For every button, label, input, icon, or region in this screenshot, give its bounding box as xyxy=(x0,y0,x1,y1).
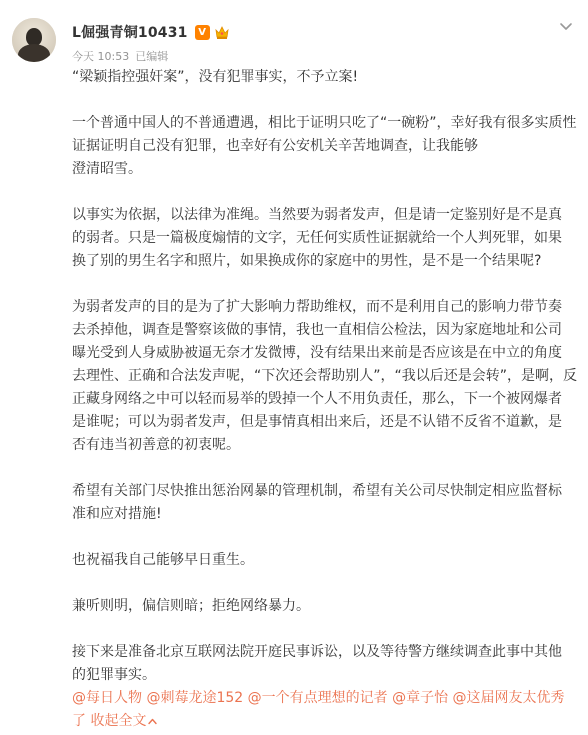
text-line: 的弱者。只是一篇极度煽情的文字，无任何实质性证据就给一个人判死罪，如果 xyxy=(72,230,562,246)
paragraph-3 xyxy=(72,204,582,273)
mentions-line xyxy=(72,710,582,733)
text-line: 一个普通中国人的不普通遭遇，相比于证明只吃了“一碗粉”，幸好我有很多实质性 xyxy=(72,115,577,131)
mentions-block xyxy=(72,687,582,733)
text-line: 去理性、正确和合法发声呢，“下次还会帮助别人”，“我以后还是会转”，是啊，反 xyxy=(72,368,578,384)
text-line: 换了别的男生名字和照片，如果换成你的家庭中的男性，是不是一个结果呢? xyxy=(72,253,542,269)
text-line: 希望有关部门尽快推出惩治网暴的管理机制，希望有关公司尽快制定相应监督标 xyxy=(72,483,562,499)
post-header xyxy=(72,22,230,42)
text-line: 证据证明自己没有犯罪，也幸好有公安机关辛苦地调查，让我能够 xyxy=(72,138,478,154)
text-line: 正藏身网络之中可以轻而易举的毁掉一个人不用负责任，那么，下一个被网爆者 xyxy=(72,391,562,407)
arrow-up-icon xyxy=(148,717,157,726)
mention-link-continuation[interactable]: 了 xyxy=(72,713,86,729)
text-line: 接下来是准备北京互联网法院开庭民事诉讼，以及等待警方继续调查此事中其他 xyxy=(72,644,562,660)
text-line: 准和应对措施! xyxy=(72,506,162,522)
paragraph-6 xyxy=(72,549,582,572)
paragraph-2 xyxy=(72,112,582,181)
mention-link[interactable]: @一个有点理想的记者 xyxy=(247,690,388,706)
mention-link[interactable]: @章子怡 xyxy=(392,690,449,706)
paragraph-1 xyxy=(72,66,582,89)
text-line: 为弱者发声的目的是为了扩大影响力帮助维权，而不是利用自己的影响力带节奏 xyxy=(72,299,562,315)
mentions-line xyxy=(72,687,582,710)
text-line: 以事实为依据，以法律为准绳。当然要为弱者发声，但是请一定鉴别好是不是真 xyxy=(72,207,562,223)
username[interactable]: L倔强青铜10431 xyxy=(72,25,188,41)
paragraph-4 xyxy=(72,296,582,457)
avatar-shoulders-shape xyxy=(18,44,50,62)
chevron-down-icon[interactable] xyxy=(559,22,573,32)
paragraph-8 xyxy=(72,641,582,687)
verified-v-badge-icon[interactable]: V xyxy=(195,25,210,40)
collapse-label: 收起全文 xyxy=(90,713,147,729)
text-line: 的犯罪事实。 xyxy=(72,667,156,683)
mention-link[interactable]: @刺莓龙途152 xyxy=(146,690,244,706)
paragraph-5 xyxy=(72,480,582,526)
paragraph-7 xyxy=(72,595,582,618)
text-line: 否有违当初善意的初衷呢。 xyxy=(72,437,240,453)
text-line: “梁颖指控强奸案”，没有犯罪事实，不予立案! xyxy=(72,69,359,85)
text-line: 是谁呢；可以为弱者发声，但是事情真相出来后，还是不认错不反省不道歉，是 xyxy=(72,414,562,430)
post-meta xyxy=(72,48,168,64)
text-line: 兼听则明，偏信则暗；拒绝网络暴力。 xyxy=(72,598,310,614)
crown-member-icon[interactable] xyxy=(214,25,230,40)
collapse-full-text-link[interactable] xyxy=(90,713,157,729)
edited-label[interactable]: 已编辑 xyxy=(135,50,169,63)
post-time[interactable]: 今天 10:53 xyxy=(72,50,130,63)
post-body xyxy=(72,66,582,733)
user-avatar[interactable] xyxy=(12,18,56,62)
text-line: 曝光受到人身威胁被逼无奈才发微博，没有结果出来前是否应该是在中立的角度 xyxy=(72,345,562,361)
mention-link[interactable]: @这届网友太优秀 xyxy=(452,690,565,706)
text-line: 去杀掉他，调查是警察该做的事情，我也一直相信公检法，因为家庭地址和公司 xyxy=(72,322,562,338)
text-line: 也祝福我自己能够早日重生。 xyxy=(72,552,254,568)
mention-link[interactable]: @每日人物 xyxy=(72,690,142,706)
text-line: 澄清昭雪。 xyxy=(72,161,142,177)
